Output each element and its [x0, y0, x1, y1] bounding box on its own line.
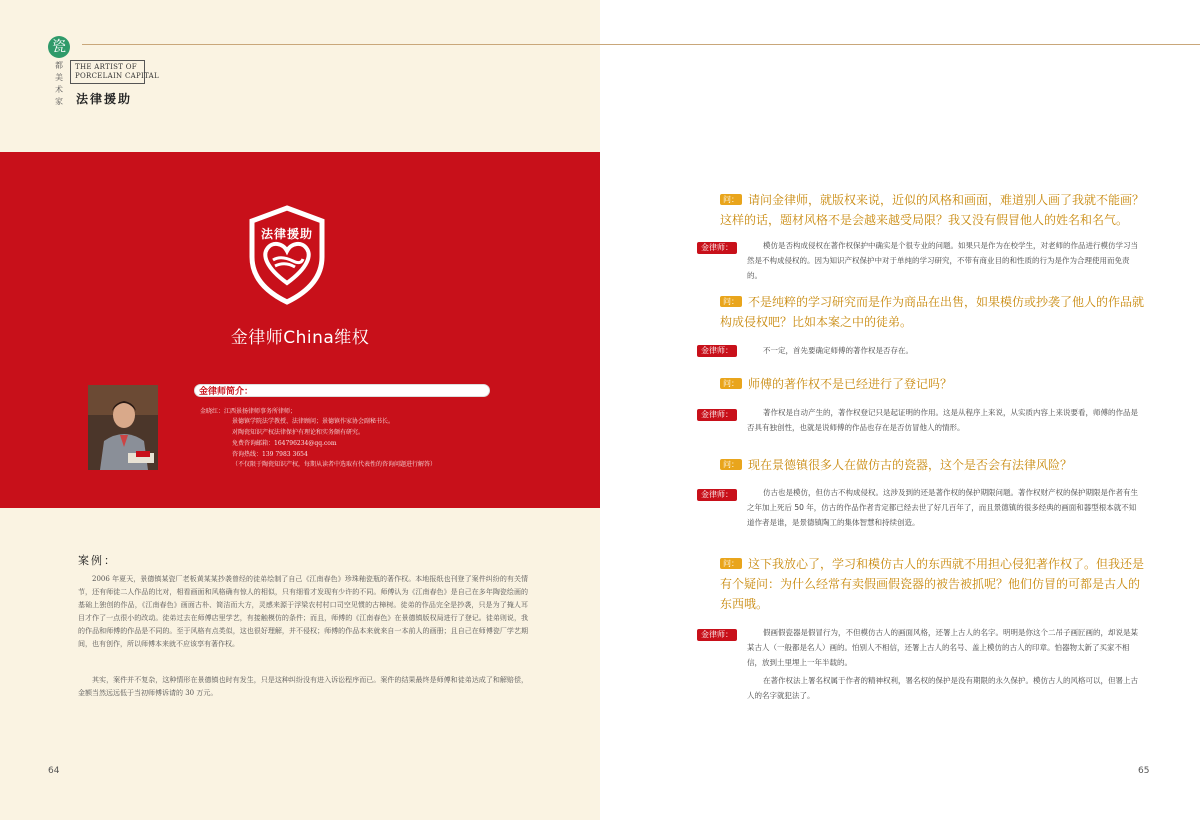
intro-heading: 金律师简介： [199, 387, 254, 397]
section-title: 法律援助 [76, 92, 133, 106]
question-badge: 问： [720, 194, 742, 205]
case-title: 案例： [78, 554, 117, 567]
question-3: 问： 师傅的著作权不是已经进行了登记吗？ [720, 374, 1150, 394]
question-1: 问： 请问金律师，就版权来说，近似的风格和画面，难道别人画了我就不能画？这样的话，题材风格不是会越来越受局限？我又没有假冒他人的姓名和名气。 [720, 193, 1145, 227]
intro-line: 景德镇学院法学教授、法律顾问；景德镇作家协会副秘书长。 [232, 418, 395, 425]
intro-line: （不仅限于陶瓷知识产权，每期从读者中选取有代表性的咨询问题进行解答） [232, 461, 437, 468]
question-badge: 问： [720, 459, 742, 470]
top-rule-right [600, 44, 1200, 45]
shield-label: 法律援助 [260, 227, 313, 241]
answer-5-continued: 在著作权法上署名权属于作者的精神权利，署名权的保护是没有期限的永久保护。模仿古人的风格可以，但署上古人的名字就犯法了。 [747, 676, 1138, 700]
question-2: 问： 不是纯粹的学习研究而是作为商品在出售，如果模仿或抄袭了他人的作品就构成侵权吧？比如本案之中的徒弟。 [720, 295, 1145, 329]
banner-title: 金律师China维权 [230, 328, 370, 348]
lawyer-photo [88, 385, 158, 470]
question-5: 问： 这下我放心了，学习和模仿古人的东西就不用担心侵犯著作权了。但我还是有个疑问：为什么经常有卖假画假瓷器的被告被抓呢？他们仿冒的可都是古人的东西哦。 [720, 557, 1145, 611]
question-badge: 问： [720, 378, 742, 389]
question-badge: 问： [720, 296, 742, 307]
case-paragraph: 其实，案件并不复杂，这种情形在景德镇也时有发生，只是这种纠纷没有进入诉讼程序而已。案件的结果最终是师傅和徒弟达成了和解赔偿，金额当然远远低于当初师傅诉请的 30 万元。 [78, 676, 528, 697]
brand-badge: 瓷 [48, 36, 70, 58]
answer-badge: 金律师： [697, 409, 737, 421]
page-number-right: 65 [1138, 766, 1150, 776]
page-number-left: 64 [48, 766, 60, 776]
brand-english-line2: PORCELAIN CAPITAL [75, 72, 159, 80]
brand-english-line1: THE ARTIST OF [75, 63, 137, 71]
answer-badge: 金律师： [697, 242, 737, 254]
intro-line: 咨询热线：139 7983 3654 [232, 451, 308, 458]
intro-line: 金晓红：江西景扬律师事务所律师； [200, 408, 297, 415]
case-paragraph: 2006 年夏天，景德镇某瓷厂老板黄某某抄袭曾经的徒弟绘制了自己《江南春色》珍珠釉瓷瓶的著作权。本地报纸也刊登了案件纠纷的有关情节，还有师徒二人作品的比对，相看画面和风格确有惊人的相似，只有细看才发现有少许的不同。师傅认为《江南春色》是自己在多年陶瓷绘画的基础上独创的作品，《江南春色》画面古朴、简洁而大方，灵感来源于浮梁农村村口司空见惯的古樟树。徒弟的作品完全是抄袭，只是为了掩人耳目才作了一点很小的改动。徒弟过去在师傅店里学艺，有接触模仿的条件；而且，师傅的《江南春色》在景德镇版权局进行了登记。徒弟则说，我的作品和师傅的作品是不同的。至于风格有点类似，这也很好理解，并不侵权；师傅的作品本来就来自一本前人的画册；且自己在师傅瓷厂学艺期间，也有创作，所以师傅本来就不应该享有著作权。 [78, 575, 528, 648]
answer-badge: 金律师： [697, 345, 737, 357]
answer-2: 不一定，首先要确定师傅的著作权是否存在。 [763, 346, 913, 355]
question-badge: 问： [720, 558, 742, 569]
top-rule-left [82, 44, 600, 45]
legal-aid-shield-icon [247, 205, 327, 305]
brand-english-box [70, 60, 159, 84]
answer-3: 著作权是自动产生的，著作权登记只是起证明的作用。这是从程序上来说，从实质内容上来说要看，师傅的作品是否具有独创性，也就是说师傅的作品也存在是否仿冒他人的情形。 [747, 408, 1138, 432]
answer-4: 仿古也是模仿，但仿古不构成侵权。这涉及到的还是著作权的保护期限问题。著作权财产权的保护期限是作者有生之年加上死后 50 年，仿古的作品作者肯定都已经去世了好几百年了，而且景德镇的很多经典的画面和器型根本就不知道作者是谁，是景德镇陶工的集体智慧和持续创造。 [747, 488, 1138, 527]
answer-badge: 金律师： [697, 489, 737, 501]
intro-line: 免费咨询邮箱：164796234@qq.com [232, 440, 337, 447]
answer-badge: 金律师： [697, 629, 737, 641]
answer-5: 假画假瓷器是假冒行为，不但模仿古人的画面风格，还署上古人的名字。明明是你这个二吊子画匠画的，却说是某某古人（一般都是名人）画的。怕别人不相信，还署上古人的名号、盖上模仿的古人的印章。怕器物太新了买家不相信，放到土里埋上一年半载的。 [747, 628, 1138, 667]
brand-vertical-text: 都 美 术 家 [55, 61, 63, 106]
answer-1: 模仿是否构成侵权在著作权保护中确实是个很专业的问题。如果只是作为在校学生，对老师的作品进行模仿学习当然是不构成侵权的。因为知识产权保护中对于单纯的学习研究，不带有商业目的和性质的行为是作为合理使用而免责的。 [747, 241, 1138, 280]
intro-heading-bar [194, 384, 490, 397]
question-4: 问： 现在景德镇很多人在做仿古的瓷器，这个是否会有法律风险？ [720, 455, 1150, 475]
intro-line: 对陶瓷知识产权法律保护有理论和实务颇有研究。 [232, 429, 365, 436]
